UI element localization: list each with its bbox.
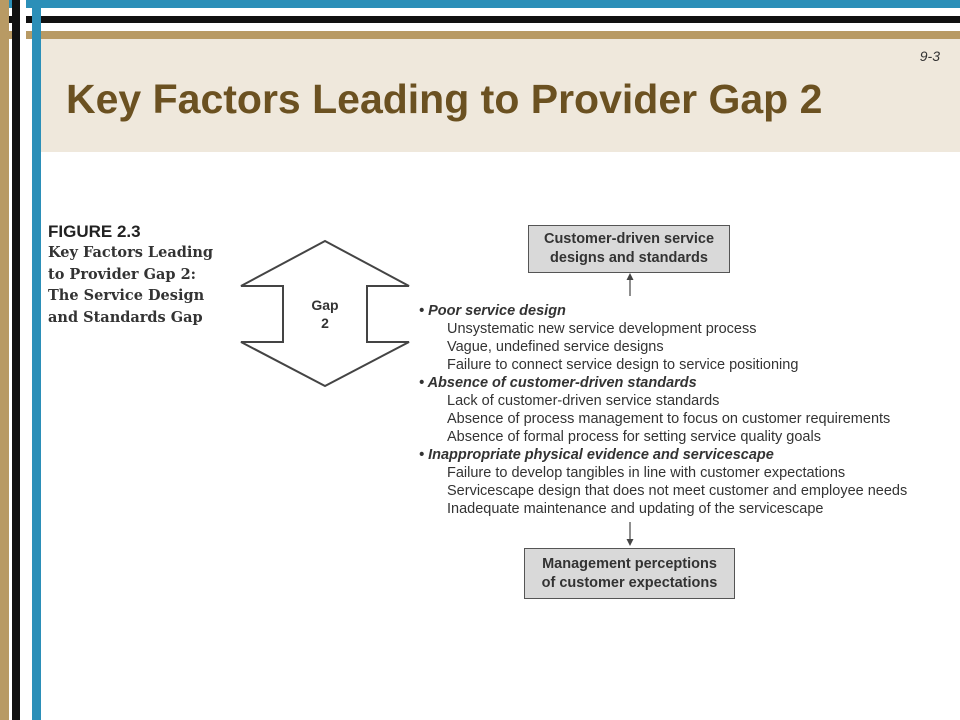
up-arrow-connector xyxy=(620,270,640,298)
gap-label-line2: 2 xyxy=(321,315,329,331)
factor-item: Failure to connect service design to service positioning xyxy=(447,357,799,373)
factor-heading: • Poor service design xyxy=(419,303,566,319)
caption-line: and Standards Gap xyxy=(48,308,203,326)
box-top-line1: Customer-driven service xyxy=(543,231,715,247)
factor-item: Failure to develop tangibles in line with customer expectations xyxy=(447,465,846,481)
factor-item: Unsystematic new service development process xyxy=(447,321,757,337)
left-white-gap xyxy=(20,0,26,720)
box-top-line2: designs and standards xyxy=(550,250,708,266)
gap-label-line1: Gap xyxy=(311,297,339,313)
left-blue-stripe xyxy=(32,0,41,720)
top-tan-stripe xyxy=(0,31,960,39)
top-black-stripe xyxy=(0,16,960,23)
factor-item: Absence of formal process for setting service quality goals xyxy=(447,429,821,445)
left-black-stripe xyxy=(12,0,20,720)
left-tan-stripe xyxy=(0,0,9,720)
factor-item: Servicescape design that does not meet customer and employee needs xyxy=(447,483,908,499)
gap-label xyxy=(290,296,360,332)
caption-line: Key Factors Leading xyxy=(48,244,214,261)
caption-line: The Service Design xyxy=(48,287,205,304)
down-arrow-connector xyxy=(620,520,640,550)
box-bottom-line2: of customer expectations xyxy=(541,574,718,591)
factor-list xyxy=(419,302,907,518)
management-perceptions-box xyxy=(524,548,735,599)
page-title: Key Factors Leading to Provider Gap 2 xyxy=(66,76,823,122)
figure-number: FIGURE 2.3 xyxy=(48,222,141,241)
factor-item: Absence of process management to focus on customer requirements xyxy=(447,411,891,427)
factor-item: Lack of customer-driven service standards xyxy=(447,393,720,409)
slide-number: 9-3 xyxy=(919,48,940,64)
figure-caption xyxy=(48,222,213,328)
factor-heading: • Absence of customer-driven standards xyxy=(419,375,697,391)
customer-driven-designs-box xyxy=(528,225,730,273)
caption-line: to Provider Gap 2: xyxy=(48,265,197,283)
top-blue-stripe xyxy=(0,0,960,8)
factor-item: Vague, undefined service designs xyxy=(447,339,664,355)
factor-heading: • Inappropriate physical evidence and servicescape xyxy=(419,447,774,463)
factor-item: Inadequate maintenance and updating of the servicescape xyxy=(447,501,824,517)
box-bottom-line1: Management perceptions xyxy=(542,555,717,572)
